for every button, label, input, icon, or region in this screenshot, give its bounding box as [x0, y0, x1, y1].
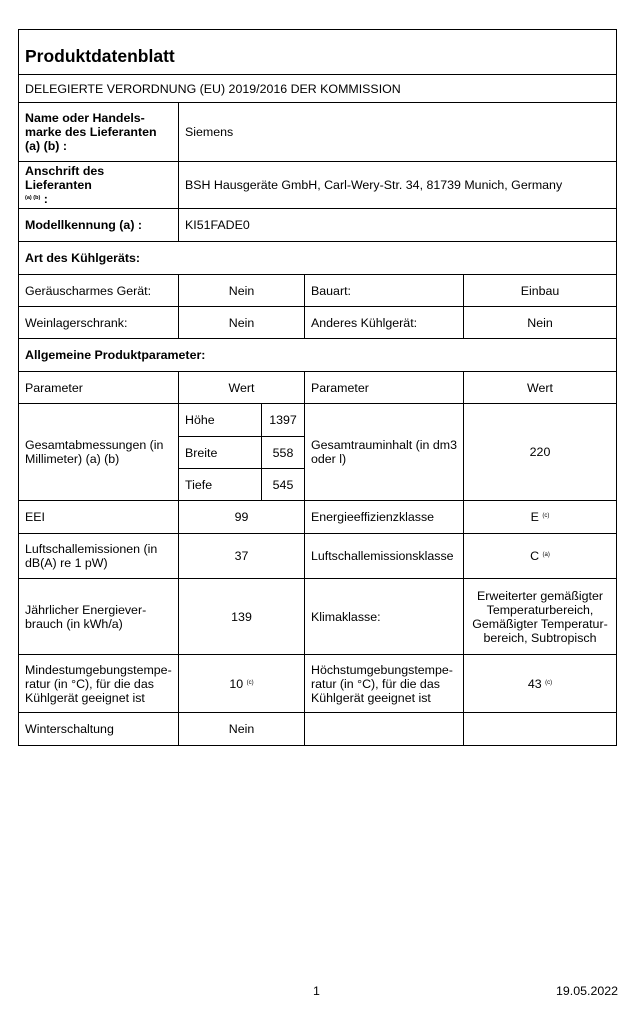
wine-cabinet-label: Weinlagerschrank: [19, 307, 179, 339]
model-id-label: Modellkennung (a) : [19, 209, 179, 242]
volume-label: Gesamtrauminhalt (in dm3 oder l) [305, 404, 464, 501]
supplier-name-value: Siemens [179, 103, 617, 162]
supplier-name-label: Name oder Handels-marke des Lieferanten (a) (b) : [19, 103, 179, 162]
annual-energy-label: Jährlicher Energiever-brauch (in kWh/a) [19, 579, 179, 655]
low-noise-value: Nein [179, 275, 305, 307]
supplier-address-value: BSH Hausgeräte GmbH, Carl-Wery-Str. 34, 81739 Munich, Germany [179, 162, 617, 209]
col-header-value: Wert [179, 372, 305, 404]
empty-cell [464, 713, 617, 746]
model-id-value: KI51FADE0 [179, 209, 617, 242]
winter-mode-label: Winterschaltung [19, 713, 179, 746]
other-appliance-label: Anderes Kühlgerät: [305, 307, 464, 339]
design-value: Einbau [464, 275, 617, 307]
annual-energy-value: 139 [179, 579, 305, 655]
low-noise-label: Geräuscharmes Gerät: [19, 275, 179, 307]
design-label: Bauart: [305, 275, 464, 307]
empty-cell [305, 713, 464, 746]
noise-emission-label: Luftschallemissionen (in dB(A) re 1 pW) [19, 534, 179, 579]
regulation-text: DELEGIERTE VERORDNUNG (EU) 2019/2016 DER KOMMISSION [19, 75, 617, 103]
col-header-parameter: Parameter [19, 372, 179, 404]
depth-value: 545 [262, 469, 305, 501]
page-number: 1 [313, 984, 320, 998]
min-ambient-temp-label: Mindestumgebungstempe-ratur (in °C), für die das Kühlgerät geeignet ist [19, 655, 179, 713]
col-header-value-2: Wert [464, 372, 617, 404]
depth-label: Tiefe [179, 469, 262, 501]
general-params-heading: Allgemeine Produktparameter: [19, 339, 617, 372]
supplier-address-label: Anschrift des Lieferanten $^{(a) (b)}$ : [19, 162, 179, 209]
max-ambient-temp-value: 43 $^{(c)}$ [464, 655, 617, 713]
noise-class-footnote: (a) [542, 552, 550, 558]
product-data-sheet [18, 29, 617, 746]
noise-class-value: C $^{(a)}$ [464, 534, 617, 579]
min-temp-footnote: (c) [246, 679, 254, 686]
col-header-parameter-2: Parameter [305, 372, 464, 404]
noise-emission-value: 37 [179, 534, 305, 579]
max-temp-footnote: (c) [545, 679, 553, 686]
dimensions-label: Gesamtabmessungen (in Millimeter) (a) (b) [19, 404, 179, 501]
min-ambient-temp-value: 10 $^{(c)}$ [179, 655, 305, 713]
volume-value: 220 [464, 404, 617, 501]
climate-class-label: Klimaklasse: [305, 579, 464, 655]
page-title: Produktdatenblatt [19, 30, 617, 75]
energy-class-value: E $^{(c)}$ [464, 501, 617, 534]
noise-class-label: Luftschallemissionsklasse [305, 534, 464, 579]
winter-mode-value: Nein [179, 713, 305, 746]
energy-class-label: Energieeffizienzklasse [305, 501, 464, 534]
wine-cabinet-value: Nein [179, 307, 305, 339]
eei-label: EEI [19, 501, 179, 534]
width-label: Breite [179, 437, 262, 469]
appliance-type-heading: Art des Kühlgeräts: [19, 242, 617, 275]
height-value: 1397 [262, 404, 305, 437]
other-appliance-value: Nein [464, 307, 617, 339]
max-ambient-temp-label: Höchstumgebungstempe-ratur (in °C), für die das Kühlgerät geeignet ist [305, 655, 464, 713]
energy-class-footnote: (c) [542, 513, 550, 519]
width-value: 558 [262, 437, 305, 469]
document-date: 19.05.2022 [556, 984, 619, 998]
address-footnote: (a) (b) [25, 195, 41, 201]
climate-class-value: Erweiterter gemäßigter Temperaturbereich, Gemäßigter Temperatur-bereich, Subtropisch [464, 579, 617, 655]
eei-value: 99 [179, 501, 305, 534]
height-label: Höhe [179, 404, 262, 437]
